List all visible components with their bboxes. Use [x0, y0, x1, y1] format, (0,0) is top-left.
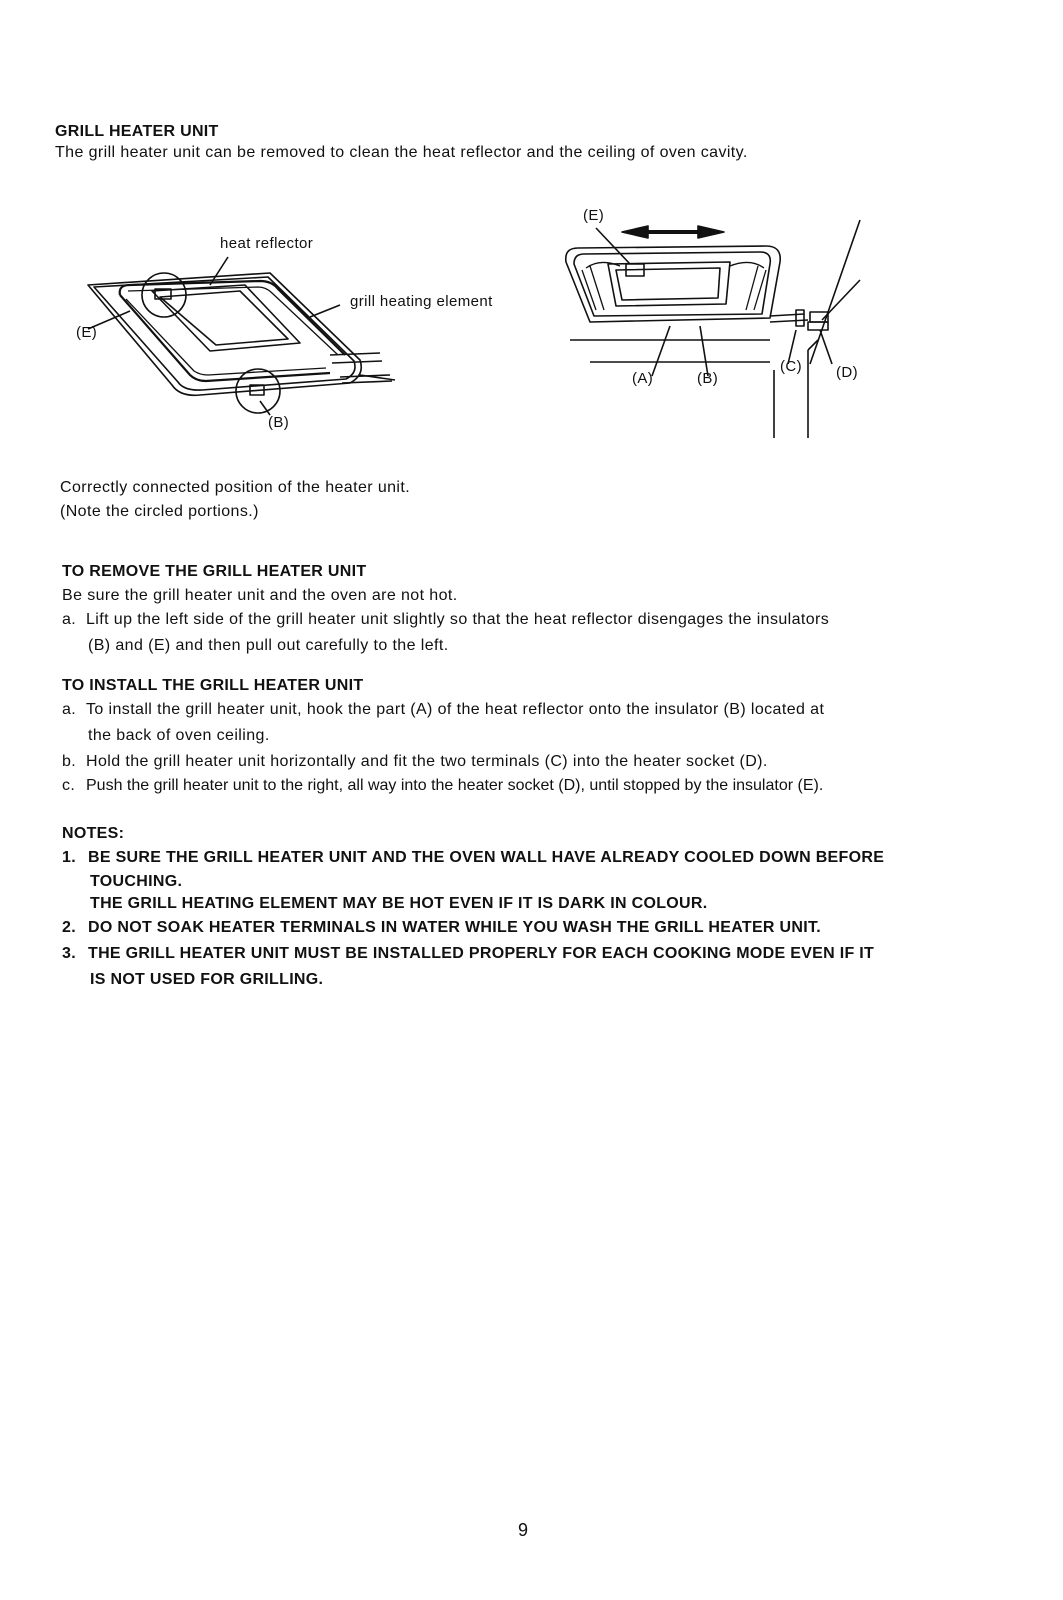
- install-step-c-line: Push the grill heater unit to the right, all way into the heater socket (D), until stopped by the insulator (E).: [86, 777, 824, 794]
- notes-title: NOTES:: [62, 825, 125, 842]
- note-3-marker: 3.: [62, 945, 76, 962]
- label-a-right: (A): [632, 370, 654, 387]
- install-step-b-marker: b.: [62, 753, 77, 770]
- note-1-line-3: THE GRILL HEATING ELEMENT MAY BE HOT EVEN IF IT IS DARK IN COLOUR.: [90, 895, 708, 912]
- remove-intro: Be sure the grill heater unit and the oven are not hot.: [62, 587, 458, 604]
- note-1-line-2: TOUCHING.: [90, 873, 183, 890]
- note-2-marker: 2.: [62, 919, 76, 936]
- section-intro: The grill heater unit can be removed to clean the heat reflector and the ceiling of oven cavity.: [55, 144, 748, 161]
- section-title-grill-heater-unit: GRILL HEATER UNIT: [55, 123, 219, 140]
- section-title-install: TO INSTALL THE GRILL HEATER UNIT: [62, 677, 364, 694]
- installed-position-diagram: [560, 200, 880, 445]
- install-step-a-line-2: the back of oven ceiling.: [88, 727, 270, 744]
- label-e-right: (E): [583, 207, 605, 224]
- remove-step-a-line-1: Lift up the left side of the grill heater unit slightly so that the heat reflector disengages the insulators: [86, 611, 830, 628]
- label-heat-reflector: heat reflector: [220, 235, 314, 252]
- note-3-line-2: IS NOT USED FOR GRILLING.: [90, 971, 324, 988]
- note-2-line: DO NOT SOAK HEATER TERMINALS IN WATER WHILE YOU WASH THE GRILL HEATER UNIT.: [88, 919, 822, 936]
- remove-step-a-marker: a.: [62, 611, 77, 628]
- label-e-left: (E): [76, 324, 98, 341]
- label-c-right: (C): [780, 358, 803, 375]
- note-3-line-1: THE GRILL HEATER UNIT MUST BE INSTALLED PROPERLY FOR EACH COOKING MODE EVEN IF IT: [88, 945, 875, 962]
- heater-unit-diagram: [60, 225, 540, 445]
- label-b-right: (B): [697, 370, 719, 387]
- label-b-left: (B): [268, 414, 290, 431]
- label-grill-heating-element: grill heating element: [350, 293, 493, 310]
- note-1-marker: 1.: [62, 849, 76, 866]
- section-title-remove: TO REMOVE THE GRILL HEATER UNIT: [62, 563, 367, 580]
- install-step-c-marker: c.: [62, 777, 76, 794]
- install-step-a-marker: a.: [62, 701, 77, 718]
- note-1-line-1: BE SURE THE GRILL HEATER UNIT AND THE OVEN WALL HAVE ALREADY COOLED DOWN BEFORE: [88, 849, 885, 866]
- figure-caption-line-2: (Note the circled portions.): [60, 503, 259, 520]
- install-step-a-line-1: To install the grill heater unit, hook the part (A) of the heat reflector onto the insulator (B) located at: [86, 701, 825, 718]
- install-step-b-line: Hold the grill heater unit horizontally and fit the two terminals (C) into the heater socket (D).: [86, 753, 768, 770]
- remove-step-a-line-2: (B) and (E) and then pull out carefully to the left.: [88, 637, 449, 654]
- figure-caption-line-1: Correctly connected position of the heater unit.: [60, 479, 411, 496]
- label-d-right: (D): [836, 364, 859, 381]
- page-number: 9: [518, 1520, 529, 1540]
